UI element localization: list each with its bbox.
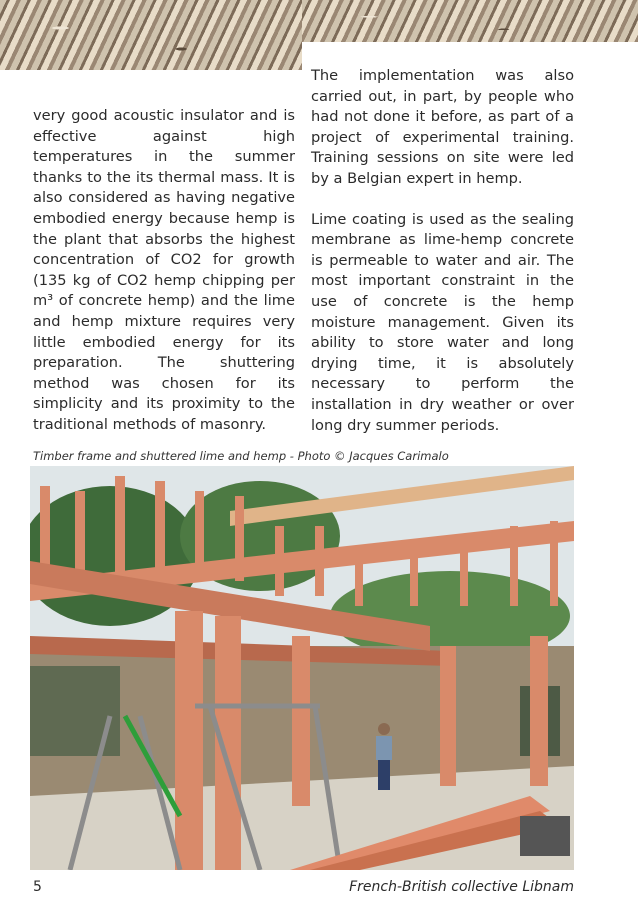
page-number: 5 bbox=[33, 879, 42, 895]
footer-credit: French-British collective Libnam bbox=[349, 879, 574, 895]
construction-photo bbox=[30, 466, 574, 870]
left-column-text: very good acoustic insulator and is effective against high temperatures in the summer thanks to the its thermal mass. It is also considered as having negative embodied energy because hemp is the plant that absorbs the highest concentration of CO2 for growth (135 kg of CO2 hemp chipping per m³ of concrete hemp) and the lime and hemp mixture requires very little embodied energy for its preparation. The shuttering method was chosen for its simplicity and its proximity to the traditional methods of masonry. bbox=[33, 107, 295, 433]
header-stone-texture-right bbox=[302, 0, 638, 42]
right-column bbox=[311, 66, 574, 436]
right-paragraph-2: Lime coating is used as the sealing membrane as lime-hemp concrete is permeable to water and air. The most important constraint in the use of concrete is the hemp moisture management. Given its ability to store water and long drying time, it is absolutely necessary to perform the installation in dry weather or over long dry summer periods. bbox=[311, 210, 574, 434]
photo-caption: Timber frame and shuttered lime and hemp - Photo © Jacques Carimalo bbox=[33, 449, 449, 463]
header-stone-texture-left bbox=[0, 0, 302, 70]
left-column bbox=[33, 106, 295, 436]
timber-frame-illustration bbox=[30, 466, 574, 870]
right-paragraph-1: The implementation was also carried out, in part, by people who had not done it before, as part of a project of experimental training. Training sessions on site were led by a Belgian expert in hemp. bbox=[311, 67, 574, 187]
